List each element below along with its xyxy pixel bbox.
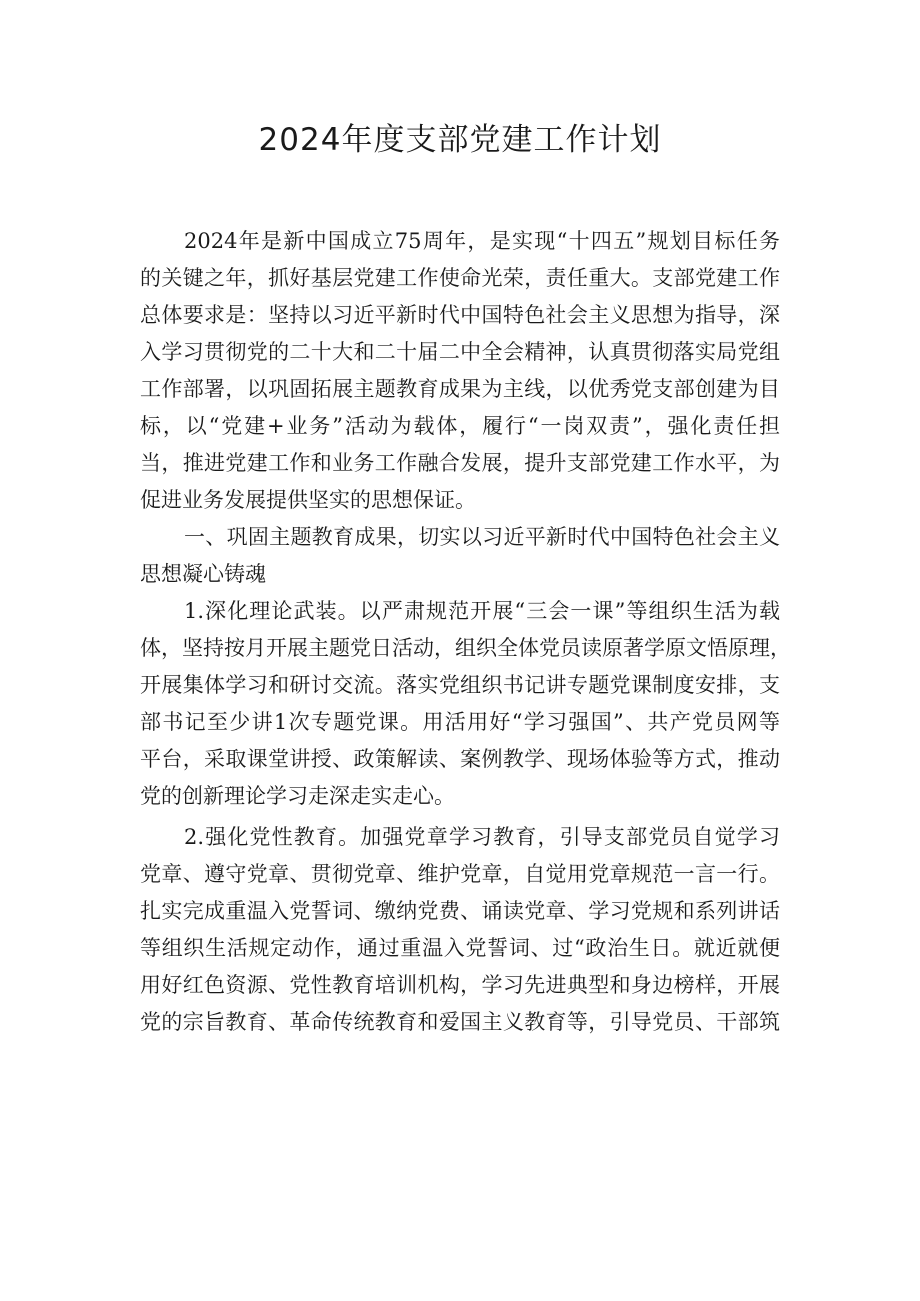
document-title: 2024年度支部党建工作计划 bbox=[258, 122, 662, 158]
paragraph-item-2 bbox=[140, 819, 790, 1041]
text-line: 工作部署，以巩固拓展主题教育成果为主线，以优秀党支部创建为目 bbox=[140, 377, 780, 401]
text-line: 党的宗旨教育、革命传统教育和爱国主义教育等，引导党员、干部筑 bbox=[140, 1010, 780, 1034]
paragraph-intro bbox=[140, 223, 790, 519]
text-line: 体，坚持按月开展主题党日活动，组织全体党员读原著学原文悟原理， bbox=[140, 636, 791, 660]
text-line: 部书记至少讲1次专题党课。用活用好“学习强国”、共产党员网等 bbox=[140, 710, 780, 734]
document-body bbox=[140, 223, 790, 1041]
text-line: 党的创新理论学习走深走实走心。 bbox=[140, 784, 455, 808]
text-line: 用好红色资源、党性教育培训机构，学习先进典型和身边榜样，开展 bbox=[140, 973, 780, 997]
text-line: 促进业务发展提供坚实的思想保证。 bbox=[140, 488, 476, 512]
text-line: 标，以“党建+业务”活动为载体，履行“一岗双责”，强化责任担 bbox=[140, 414, 780, 438]
text-line: 1.深化理论武装。以严肃规范开展“三会一课”等组织生活为载 bbox=[184, 599, 780, 623]
text-line: 的关键之年，抓好基层党建工作使命光荣，责任重大。支部党建工作 bbox=[140, 266, 780, 290]
text-line: 扎实完成重温入党誓词、缴纳党费、诵读党章、学习党规和系列讲话 bbox=[140, 899, 780, 923]
text-line: 当，推进党建工作和业务工作融合发展，提升支部党建工作水平，为 bbox=[140, 451, 780, 475]
text-line: 党章、遵守党章、贯彻党章、维护党章，自觉用党章规范一言一行。 bbox=[140, 862, 780, 886]
paragraph-item-1 bbox=[140, 593, 790, 815]
text-line: 等组织生活规定动作，通过重温入党誓词、过“政治生日。就近就便 bbox=[140, 936, 780, 960]
text-line: 一、巩固主题教育成果，切实以习近平新时代中国特色社会主义 bbox=[184, 525, 780, 549]
section-heading-1 bbox=[140, 519, 790, 593]
text-line: 开展集体学习和研讨交流。落实党组织书记讲专题党课制度安排，支 bbox=[140, 673, 780, 697]
text-line: 2.强化党性教育。加强党章学习教育，引导支部党员自觉学习 bbox=[184, 825, 780, 849]
text-line: 2024年是新中国成立75周年，是实现“十四五”规划目标任务 bbox=[184, 229, 780, 253]
text-line: 思想凝心铸魂 bbox=[140, 562, 266, 586]
text-line: 入学习贯彻党的二十大和二十届二中全会精神，认真贯彻落实局党组 bbox=[140, 340, 780, 364]
text-line: 平台，采取课堂讲授、政策解读、案例教学、现场体验等方式，推动 bbox=[140, 747, 780, 771]
text-line: 总体要求是：坚持以习近平新时代中国特色社会主义思想为指导，深 bbox=[140, 303, 780, 327]
